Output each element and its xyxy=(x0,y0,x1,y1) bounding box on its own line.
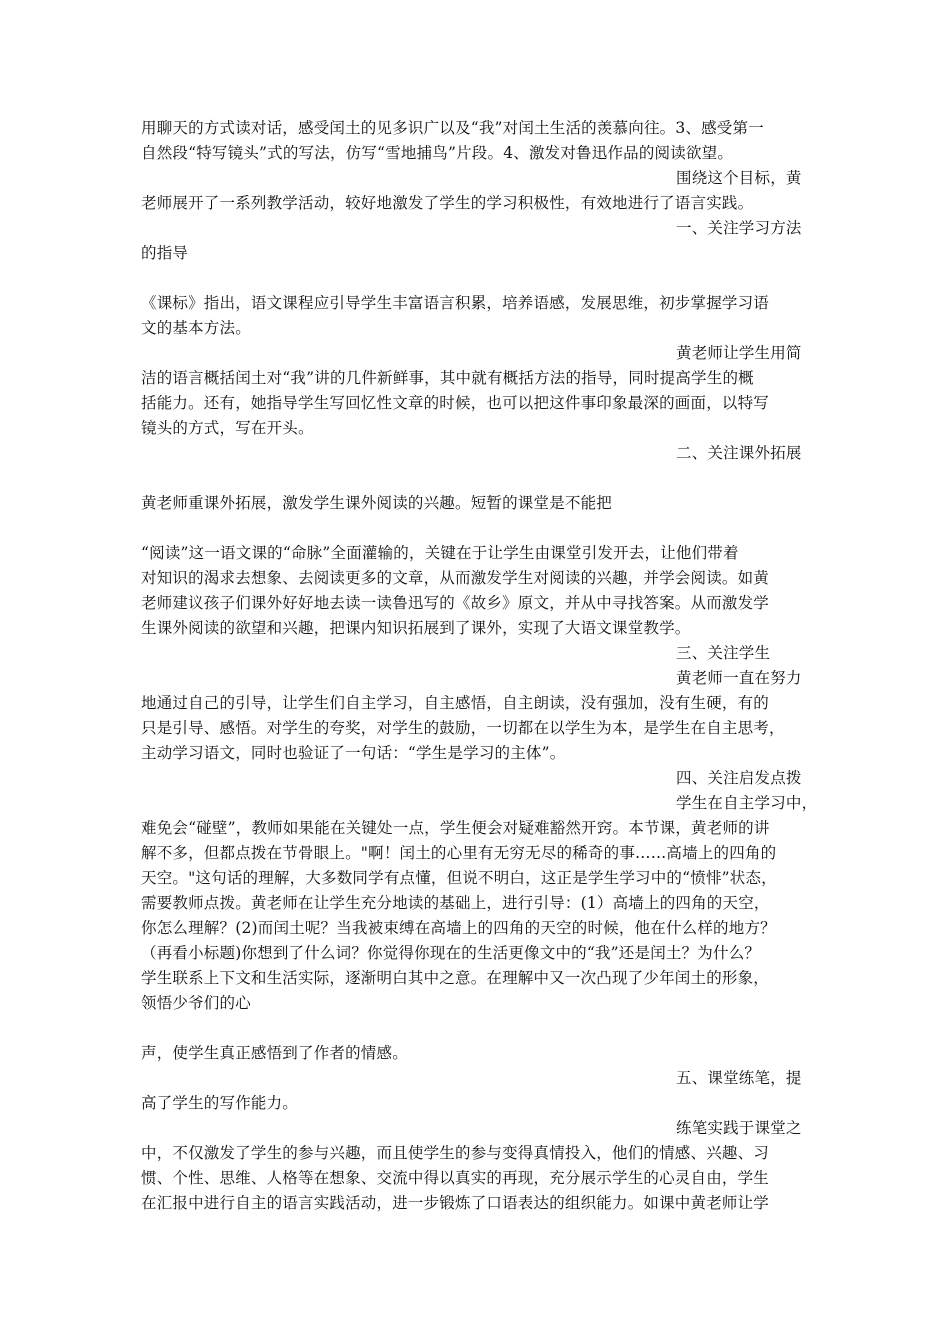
text-line: 你怎么理解？(2)而闰土呢？当我被束缚在高墙上的四角的天空的时候，他在什么样的地方？ xyxy=(141,919,776,937)
section-heading: 三、关注学生 xyxy=(676,644,771,662)
text-line: 对知识的渴求去想象、去阅读更多的文章，从而激发学生对阅读的兴趣，并学会阅读。如黄 xyxy=(141,569,770,587)
text-line: 在汇报中进行自主的语言实践活动，进一步锻炼了口语表达的组织能力。如课中黄老师让学 xyxy=(141,1194,770,1212)
text-line: 练笔实践于课堂之 xyxy=(676,1119,802,1137)
text-line: 解不多，但都点拨在节骨眼上。"啊！闰土的心里有无穷无尽的稀奇的事……高墙上的四角的 xyxy=(141,844,777,862)
text-line: 《课标》指出，语文课程应引导学生丰富语言积累，培养语感，发展思维，初步掌握学习语 xyxy=(141,294,770,312)
text-line: 主动学习语文，同时也验证了一句话：“学生是学习的主体”。 xyxy=(141,744,566,762)
text-line: 难免会“碰壁”，教师如果能在关键处一点，学生便会对疑难豁然开窍。本节课，黄老师的讲 xyxy=(141,819,770,837)
text-line: 黄老师让学生用简 xyxy=(676,344,802,362)
text-line: 用聊天的方式读对话，感受闰土的见多识广以及“我”对闰土生活的羡慕向往。3、感受第一 xyxy=(141,119,764,137)
text-line: 地通过自己的引导，让学生们自主学习，自主感悟，自主朗读，没有强加，没有生硬，有的 xyxy=(141,694,770,712)
text-line: 领悟少爷们的心 xyxy=(141,994,251,1012)
section-heading: 一、关注学习方法 xyxy=(676,219,802,237)
section-heading: 四、关注启发点拨 xyxy=(676,769,802,787)
text-line: 高了学生的写作能力。 xyxy=(141,1094,299,1112)
text-line: 学生联系上下文和生活实际，逐渐明白其中之意。在理解中又一次凸现了少年闰土的形象， xyxy=(141,969,770,987)
section-heading: 二、关注课外拓展 xyxy=(676,444,802,462)
text-line: “阅读”这一语文课的“命脉”全面灌输的，关键在于让学生由课堂引发开去，让他们带着 xyxy=(141,544,739,562)
text-line: 自然段“特写镜头”式的写法，仿写“雪地捕鸟”片段。4、激发对鲁迅作品的阅读欲望。 xyxy=(141,144,734,162)
text-line: 文的基本方法。 xyxy=(141,319,251,337)
text-line: 需要教师点拨。黄老师在让学生充分地读的基础上，进行引导：(1）高墙上的四角的天空， xyxy=(141,894,770,912)
text-line: 黄老师一直在努力 xyxy=(676,669,802,687)
text-line: 黄老师重课外拓展，激发学生课外阅读的兴趣。短暂的课堂是不能把 xyxy=(141,494,613,512)
text-line: 的指导 xyxy=(141,244,189,262)
text-line: 围绕这个目标，黄 xyxy=(676,169,802,187)
text-line: （再看小标题)你想到了什么词？你觉得你现在的生活更像文中的“我”还是闰土？为什么？ xyxy=(141,944,761,962)
section-heading: 五、课堂练笔，提 xyxy=(676,1069,802,1087)
text-line: 老师展开了一系列教学活动，较好地激发了学生的学习积极性，有效地进行了语言实践。 xyxy=(141,194,754,212)
text-line: 学生在自主学习中， xyxy=(676,794,818,812)
text-line: 声，使学生真正感悟到了作者的情感。 xyxy=(141,1044,408,1062)
text-line: 括能力。还有，她指导学生写回忆性文章的时候，也可以把这件事印象最深的画面，以特写 xyxy=(141,394,770,412)
text-line: 洁的语言概括闰土对“我”讲的几件新鲜事，其中就有概括方法的指导，同时提高学生的概 xyxy=(141,369,754,387)
text-line: 老师建议孩子们课外好好地去读一读鲁迅写的《故乡》原文，并从中寻找答案。从而激发学 xyxy=(141,594,770,612)
text-line: 中，不仅激发了学生的参与兴趣，而且使学生的参与变得真情投入，他们的情感、兴趣、习 xyxy=(141,1144,770,1162)
text-line: 只是引导、感悟。对学生的夸奖，对学生的鼓励，一切都在以学生为本，是学生在自主思考， xyxy=(141,719,785,737)
text-line: 惯、个性、思维、人格等在想象、交流中得以真实的再现，充分展示学生的心灵自由，学生 xyxy=(141,1169,770,1187)
text-line: 镜头的方式，写在开头。 xyxy=(141,419,314,437)
text-line: 生课外阅读的欲望和兴趣，把课内知识拓展到了课外，实现了大语文课堂教学。 xyxy=(141,619,691,637)
text-line: 天空。"这句话的理解，大多数同学有点懂，但说不明白，这正是学生学习中的“愤悱”状态， xyxy=(141,869,777,887)
